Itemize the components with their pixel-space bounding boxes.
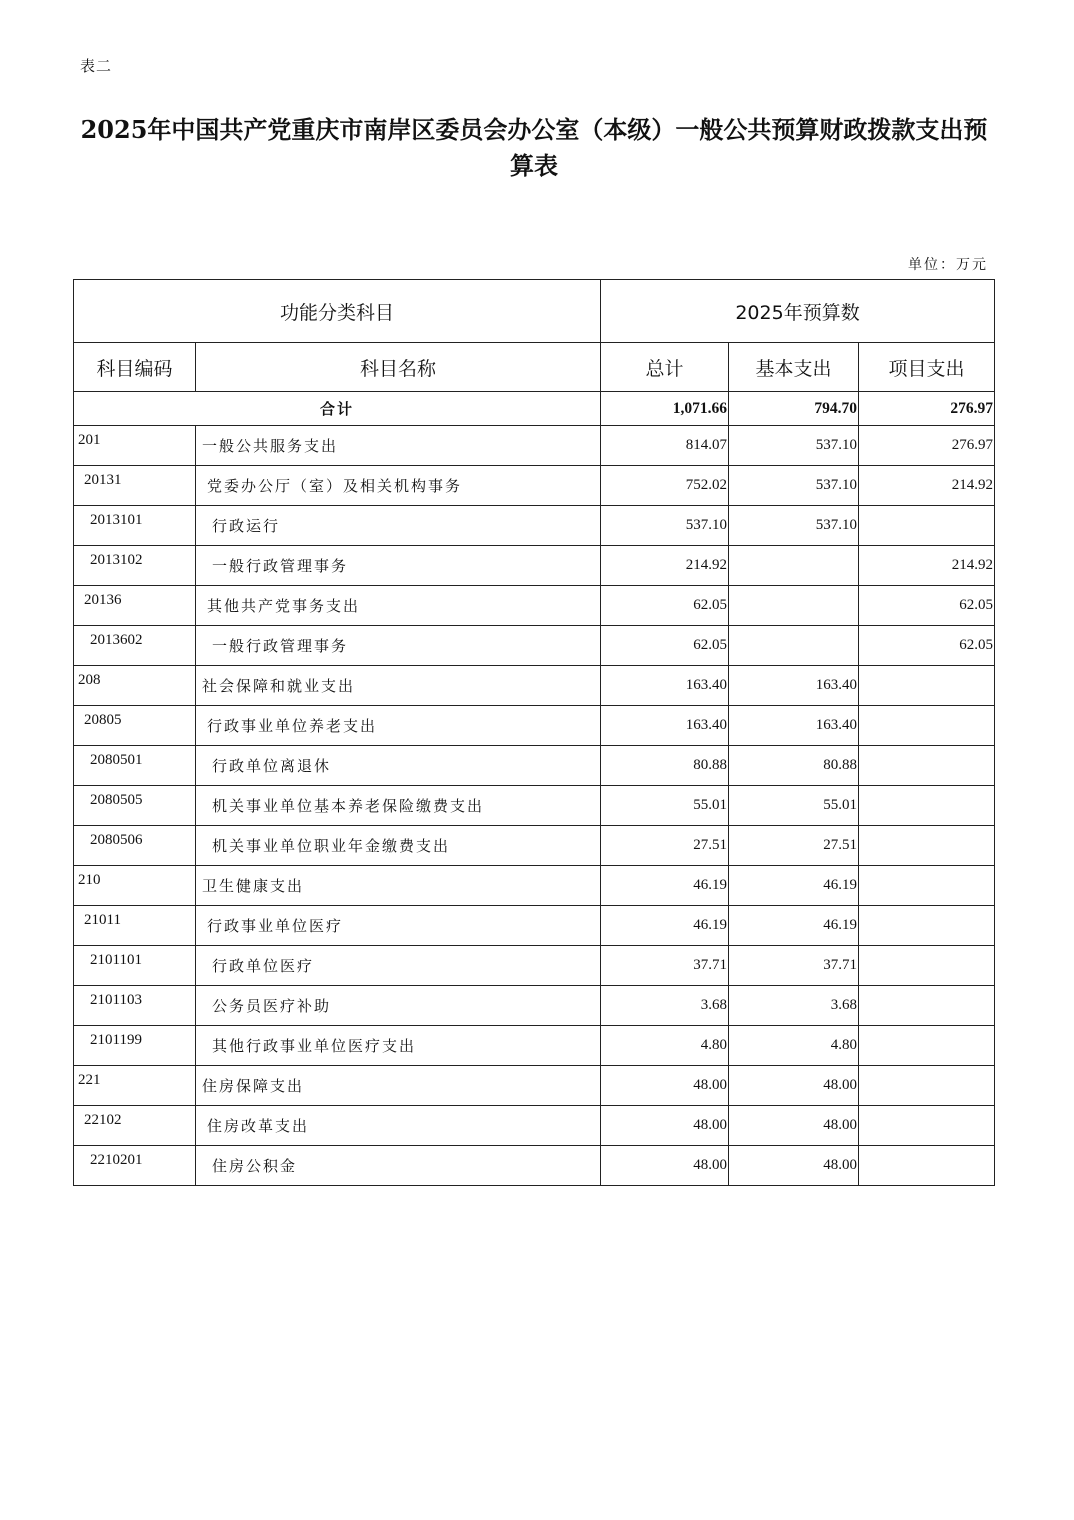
total-basic: 794.70 (729, 392, 859, 426)
row-name: 住房公积金 (196, 1146, 601, 1186)
row-basic: 3.68 (729, 986, 859, 1026)
row-basic (729, 546, 859, 586)
row-basic: 55.01 (729, 786, 859, 826)
row-code: 2080506 (74, 826, 196, 866)
table-row (74, 826, 995, 866)
row-name: 社会保障和就业支出 (196, 666, 601, 706)
row-basic: 48.00 (729, 1106, 859, 1146)
row-project (859, 666, 995, 706)
row-basic: 37.71 (729, 946, 859, 986)
table-row (74, 666, 995, 706)
row-code: 2013101 (74, 506, 196, 546)
row-project: 62.05 (859, 626, 995, 666)
row-project (859, 1066, 995, 1106)
table-row (74, 626, 995, 666)
header-row-group (74, 280, 995, 343)
row-code: 20136 (74, 586, 196, 626)
unit-label: 单位：万元 (908, 257, 988, 273)
row-project (859, 826, 995, 866)
row-project (859, 946, 995, 986)
row-basic: 46.19 (729, 906, 859, 946)
table-row (74, 546, 995, 586)
row-project (859, 706, 995, 746)
row-basic: 48.00 (729, 1066, 859, 1106)
row-basic: 537.10 (729, 466, 859, 506)
header-row-columns (74, 343, 995, 392)
row-total: 4.80 (601, 1026, 729, 1066)
row-basic: 163.40 (729, 706, 859, 746)
row-basic (729, 586, 859, 626)
row-code: 2080505 (74, 786, 196, 826)
row-basic: 80.88 (729, 746, 859, 786)
row-total: 537.10 (601, 506, 729, 546)
row-total: 27.51 (601, 826, 729, 866)
row-code: 2210201 (74, 1146, 196, 1186)
header-functional-classification: 功能分类科目 (74, 280, 601, 343)
total-project: 276.97 (859, 392, 995, 426)
row-total: 62.05 (601, 626, 729, 666)
row-project: 214.92 (859, 546, 995, 586)
row-code: 2101199 (74, 1026, 196, 1066)
header-total: 总计 (601, 343, 729, 392)
row-total: 48.00 (601, 1066, 729, 1106)
row-code: 208 (74, 666, 196, 706)
table-row (74, 1106, 995, 1146)
row-total: 62.05 (601, 586, 729, 626)
row-total: 55.01 (601, 786, 729, 826)
row-total: 48.00 (601, 1146, 729, 1186)
row-code: 2101103 (74, 986, 196, 1026)
row-basic (729, 626, 859, 666)
row-name: 公务员医疗补助 (196, 986, 601, 1026)
table-row (74, 506, 995, 546)
row-name: 党委办公厅（室）及相关机构事务 (196, 466, 601, 506)
table-row (74, 466, 995, 506)
row-basic: 537.10 (729, 506, 859, 546)
row-basic: 4.80 (729, 1026, 859, 1066)
row-project (859, 1106, 995, 1146)
row-project (859, 906, 995, 946)
row-name: 一般行政管理事务 (196, 546, 601, 586)
row-project (859, 986, 995, 1026)
row-basic: 46.19 (729, 866, 859, 906)
row-project: 62.05 (859, 586, 995, 626)
row-total: 752.02 (601, 466, 729, 506)
row-basic: 537.10 (729, 426, 859, 466)
table-row (74, 746, 995, 786)
table-row (74, 1026, 995, 1066)
row-code: 20805 (74, 706, 196, 746)
row-total: 814.07 (601, 426, 729, 466)
row-code: 21011 (74, 906, 196, 946)
row-project (859, 1026, 995, 1066)
table-row (74, 1146, 995, 1186)
row-total: 163.40 (601, 666, 729, 706)
row-basic: 27.51 (729, 826, 859, 866)
row-name: 一般公共服务支出 (196, 426, 601, 466)
row-code: 20131 (74, 466, 196, 506)
table-row (74, 1066, 995, 1106)
row-code: 2013602 (74, 626, 196, 666)
table-row (74, 786, 995, 826)
budget-table (73, 279, 995, 1186)
header-code: 科目编码 (74, 343, 196, 392)
row-code: 2101101 (74, 946, 196, 986)
row-name: 行政事业单位医疗 (196, 906, 601, 946)
row-name: 行政运行 (196, 506, 601, 546)
header-project: 项目支出 (859, 343, 995, 392)
row-project (859, 506, 995, 546)
row-total: 37.71 (601, 946, 729, 986)
row-code: 201 (74, 426, 196, 466)
row-name: 一般行政管理事务 (196, 626, 601, 666)
row-code: 22102 (74, 1106, 196, 1146)
table-row (74, 706, 995, 746)
table-number: 表二 (80, 57, 113, 75)
total-row (74, 392, 995, 426)
row-code: 210 (74, 866, 196, 906)
header-budget-year: 2025年预算数 (601, 280, 995, 343)
row-name: 机关事业单位职业年金缴费支出 (196, 826, 601, 866)
row-project: 214.92 (859, 466, 995, 506)
row-code: 221 (74, 1066, 196, 1106)
row-name: 行政事业单位养老支出 (196, 706, 601, 746)
table-row (74, 946, 995, 986)
page-title: 2025年中国共产党重庆市南岸区委员会办公室（本级）一般公共预算财政拨款支出预算表 (80, 115, 988, 180)
table-row (74, 426, 995, 466)
header-basic: 基本支出 (729, 343, 859, 392)
row-name: 机关事业单位基本养老保险缴费支出 (196, 786, 601, 826)
row-total: 163.40 (601, 706, 729, 746)
row-project (859, 746, 995, 786)
header-name: 科目名称 (196, 343, 601, 392)
row-basic: 163.40 (729, 666, 859, 706)
table-row (74, 866, 995, 906)
row-project (859, 866, 995, 906)
row-total: 80.88 (601, 746, 729, 786)
row-code: 2080501 (74, 746, 196, 786)
row-project: 276.97 (859, 426, 995, 466)
row-name: 行政单位离退休 (196, 746, 601, 786)
table-row (74, 986, 995, 1026)
row-total: 3.68 (601, 986, 729, 1026)
total-label: 合计 (74, 392, 601, 426)
row-name: 其他行政事业单位医疗支出 (196, 1026, 601, 1066)
row-total: 214.92 (601, 546, 729, 586)
row-total: 48.00 (601, 1106, 729, 1146)
row-total: 46.19 (601, 906, 729, 946)
row-name: 其他共产党事务支出 (196, 586, 601, 626)
row-name: 住房保障支出 (196, 1066, 601, 1106)
table-row (74, 586, 995, 626)
row-project (859, 786, 995, 826)
row-total: 46.19 (601, 866, 729, 906)
row-basic: 48.00 (729, 1146, 859, 1186)
row-code: 2013102 (74, 546, 196, 586)
row-name: 卫生健康支出 (196, 866, 601, 906)
row-name: 住房改革支出 (196, 1106, 601, 1146)
total-total: 1,071.66 (601, 392, 729, 426)
row-project (859, 1146, 995, 1186)
table-row (74, 906, 995, 946)
row-name: 行政单位医疗 (196, 946, 601, 986)
